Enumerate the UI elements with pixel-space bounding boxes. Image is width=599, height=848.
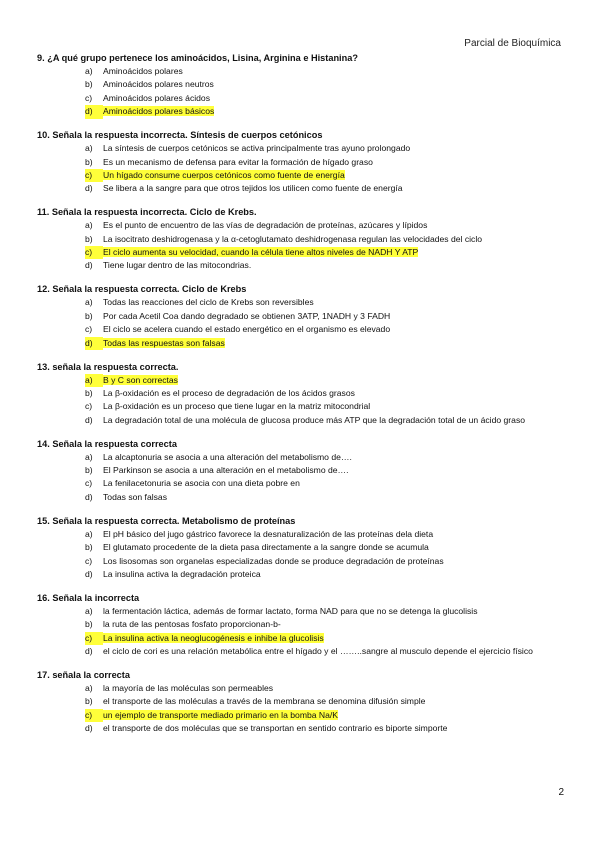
option-text-content: Es el punto de encuentro de las vías de degradación de proteínas, azúcares y lípidos [103, 220, 428, 231]
question-title: 12. Señala la respuesta correcta. Ciclo de Krebs [37, 284, 247, 295]
question-title: 15. Señala la respuesta correcta. Metabolismo de proteínas [37, 515, 296, 526]
answer-option [37, 709, 563, 722]
answer-option [37, 182, 563, 195]
option-text [103, 491, 563, 504]
option-text-content: La alcaptonuria se asocia a una alteración del metabolismo de…. [103, 451, 352, 462]
answer-option [37, 682, 563, 695]
option-letter: b) [85, 542, 93, 553]
highlighted-answer-text [103, 374, 563, 387]
question-block [37, 515, 563, 582]
option-text [103, 92, 563, 105]
option-text-content: Todas las respuestas son falsas [103, 337, 225, 348]
option-letter: a) [85, 297, 93, 308]
option-text-content: el transporte de las moléculas a través de la membrana se denomina difusión simple [103, 696, 426, 707]
option-text-content: la ruta de las pentosas fosfato proporcionan-b- [103, 619, 281, 630]
option-list [37, 451, 563, 505]
option-text-content: Un hígado consume cuerpos cetónicos como fuente de energía [103, 169, 345, 180]
answer-option [37, 156, 563, 169]
option-letter: b) [85, 156, 93, 167]
option-text-content: La degradación total de una molécula de glucosa produce más ATP que la degradación total de un ácido graso [103, 414, 526, 425]
option-text [103, 259, 563, 272]
option-letter: a) [85, 143, 93, 154]
question-block [37, 438, 563, 505]
answer-option [37, 65, 563, 78]
option-letter: a) [85, 66, 93, 76]
option-list [37, 296, 563, 350]
option-text [103, 78, 563, 91]
option-text-content: Aminoácidos polares básicos [103, 106, 215, 117]
option-letter: a) [85, 605, 93, 616]
answer-option [37, 105, 563, 118]
option-text [103, 722, 563, 735]
option-list [37, 65, 563, 119]
option-text [103, 156, 563, 169]
answer-option [37, 414, 563, 427]
option-text-content: un ejemplo de transporte mediado primario en la bomba Na/K [103, 709, 339, 720]
option-letter: b) [85, 387, 93, 398]
option-letter: d) [85, 646, 93, 657]
answer-option [37, 477, 563, 490]
question-title: 13. señala la respuesta correcta. [37, 361, 179, 372]
answer-option [37, 323, 563, 336]
option-text [103, 695, 563, 708]
question-title: 14. Señala la respuesta correcta [37, 438, 177, 449]
highlighted-answer-text [103, 337, 563, 350]
answer-option [37, 568, 563, 581]
question-title: 17. señala la correcta [37, 670, 130, 680]
answer-option [37, 605, 563, 618]
option-text [103, 296, 563, 309]
option-text [103, 219, 563, 232]
option-list [37, 528, 563, 582]
answer-option [37, 632, 563, 645]
option-letter: a) [85, 451, 93, 462]
option-text [103, 528, 563, 541]
option-text [103, 618, 563, 631]
answer-option [37, 219, 563, 232]
option-text-content: Se libera a la sangre para que otros tejidos los utilicen como fuente de energía [103, 183, 403, 194]
option-text [103, 605, 563, 618]
option-text-content: El ciclo aumenta su velocidad, cuando la célula tiene altos niveles de NADH Y ATP [103, 247, 419, 258]
question-title: 16. Señala la incorrecta [37, 592, 140, 603]
option-text [103, 645, 563, 658]
question-block [37, 206, 563, 273]
option-text-content: Aminoácidos polares neutros [103, 79, 214, 90]
option-letter: c) [85, 324, 93, 335]
answer-option [37, 695, 563, 708]
option-text [103, 387, 563, 400]
answer-option [37, 246, 563, 259]
option-letter: b) [85, 233, 93, 244]
option-letter: b) [85, 696, 93, 707]
question-block [37, 669, 563, 736]
answer-option [37, 296, 563, 309]
option-list [37, 142, 563, 196]
option-text [103, 541, 563, 554]
option-letter: c) [85, 632, 103, 645]
option-text-content: el ciclo de cori es una relación metabólica entre el hígado y el ……..sangre al musculo depende el ejercicio físico [103, 646, 533, 657]
option-text [103, 323, 563, 336]
answer-option [37, 645, 563, 658]
answer-option [37, 142, 563, 155]
answer-option [37, 491, 563, 504]
option-text [103, 451, 563, 464]
question-block [37, 361, 563, 428]
option-letter: d) [85, 337, 103, 350]
question-block [37, 129, 563, 196]
answer-option [37, 169, 563, 182]
answer-option [37, 92, 563, 105]
option-text-content: El Parkinson se asocia a una alteración en el metabolismo de…. [103, 465, 349, 476]
option-text-content: La fenilacetonuria se asocia con una dieta pobre en [103, 478, 300, 489]
option-letter: d) [85, 105, 103, 118]
option-text [103, 682, 563, 695]
option-text-content: Por cada Acetil Coa dando degradado se obtienen 3ATP, 1NADH y 3 FADH [103, 310, 391, 321]
answer-option [37, 310, 563, 323]
highlighted-answer-text [103, 105, 563, 118]
option-text-content: Aminoácidos polares ácidos [103, 92, 211, 103]
answer-option [37, 618, 563, 631]
option-letter: c) [85, 401, 93, 412]
option-text-content: La insulina activa la neoglucogénesis e inhibe la glucolisis [103, 632, 324, 643]
option-text-content: El pH básico del jugo gástrico favorece la desnaturalización de las proteínas dela dieta [103, 528, 434, 539]
option-text-content: Todas las reacciones del ciclo de Krebs son reversibles [103, 297, 314, 308]
option-text-content: La β-oxidación es el proceso de degradación de los ácidos grasos [103, 387, 355, 398]
option-text-content: la mayoría de las moléculas son permeables [103, 683, 274, 693]
option-text [103, 464, 563, 477]
option-letter: c) [85, 478, 93, 489]
option-text-content: Todas son falsas [103, 491, 168, 502]
option-letter: d) [85, 568, 93, 579]
question-title: 11. Señala la respuesta incorrecta. Ciclo de Krebs. [37, 207, 257, 218]
option-text [103, 142, 563, 155]
answer-option [37, 78, 563, 91]
answer-option [37, 451, 563, 464]
option-letter: b) [85, 310, 93, 321]
answer-option [37, 722, 563, 735]
option-text [103, 555, 563, 568]
option-text-content: Es un mecanismo de defensa para evitar la formación de hígado graso [103, 156, 373, 167]
highlighted-answer-text [103, 169, 563, 182]
option-list [37, 219, 563, 273]
answer-option [37, 337, 563, 350]
question-block [37, 283, 563, 350]
option-letter: d) [85, 260, 93, 271]
option-letter: c) [85, 246, 103, 259]
answer-option [37, 528, 563, 541]
option-text [103, 414, 563, 427]
option-text-content: La β-oxidación es un proceso que tiene lugar en la matriz mitocondrial [103, 401, 371, 412]
option-text [103, 477, 563, 490]
answer-option [37, 541, 563, 554]
option-letter: a) [85, 528, 93, 539]
option-letter: d) [85, 183, 93, 194]
option-text-content: B y C son correctas [103, 374, 178, 385]
answer-option [37, 374, 563, 387]
question-block [37, 52, 563, 119]
option-letter: c) [85, 709, 103, 722]
answer-option [37, 464, 563, 477]
answer-option [37, 400, 563, 413]
option-text [103, 400, 563, 413]
option-letter: b) [85, 79, 93, 90]
option-text [103, 233, 563, 246]
option-text-content: Tiene lugar dentro de las mitocondrias. [103, 260, 252, 271]
highlighted-answer-text [103, 246, 563, 259]
option-text-content: El ciclo se acelera cuando el estado energético en el organismo es elevado [103, 324, 391, 335]
highlighted-answer-text [103, 632, 563, 645]
option-letter: a) [85, 683, 93, 693]
option-text-content: El glutamato procedente de la dieta pasa directamente a la sangre donde se acumula [103, 542, 429, 553]
page-number: 2 [558, 787, 564, 798]
option-text [103, 310, 563, 323]
option-letter: d) [85, 491, 93, 502]
option-letter: d) [85, 414, 93, 425]
question-title: 9. ¿A qué grupo pertenece los aminoácidos, Lisina, Arginina e Histanina? [37, 53, 358, 63]
option-text-content: La síntesis de cuerpos cetónicos se activa principalmente tras ayuno prolongado [103, 143, 411, 154]
option-text [103, 65, 563, 78]
option-letter: a) [85, 220, 93, 231]
question-title: 10. Señala la respuesta incorrecta. Síntesis de cuerpos cetónicos [37, 130, 323, 141]
document-header: Parcial de Bioquímica [464, 38, 561, 49]
answer-option [37, 233, 563, 246]
option-letter: d) [85, 723, 93, 734]
option-letter: c) [85, 555, 93, 566]
option-letter: c) [85, 169, 103, 182]
option-letter: a) [85, 374, 103, 387]
option-letter: b) [85, 619, 93, 630]
option-text-content: Aminoácidos polares [103, 66, 183, 76]
option-text-content: Los lisosomas son organelas especializadas donde se produce degradación de proteínas [103, 555, 444, 566]
option-list [37, 374, 563, 428]
option-list [37, 605, 563, 659]
option-list [37, 682, 563, 736]
option-text-content: el transporte de dos moléculas que se transportan en sentido contrario es biporte simporte [103, 723, 448, 734]
answer-option [37, 387, 563, 400]
option-text-content: la fermentación láctica, además de formar lactato, forma NAD para que no se detenga la glucolisis [103, 605, 478, 616]
option-text-content: La insulina activa la degradación proteica [103, 568, 261, 579]
highlighted-answer-text [103, 709, 563, 722]
question-block [37, 592, 563, 659]
answer-option [37, 259, 563, 272]
option-text [103, 568, 563, 581]
question-list [37, 52, 563, 746]
option-letter: c) [85, 92, 93, 103]
option-letter: b) [85, 465, 93, 476]
option-text [103, 182, 563, 195]
answer-option [37, 555, 563, 568]
option-text-content: La isocitrato deshidrogenasa y la α-cetoglutamato deshidrogenasa regulan las velocidades del ciclo [103, 233, 483, 244]
